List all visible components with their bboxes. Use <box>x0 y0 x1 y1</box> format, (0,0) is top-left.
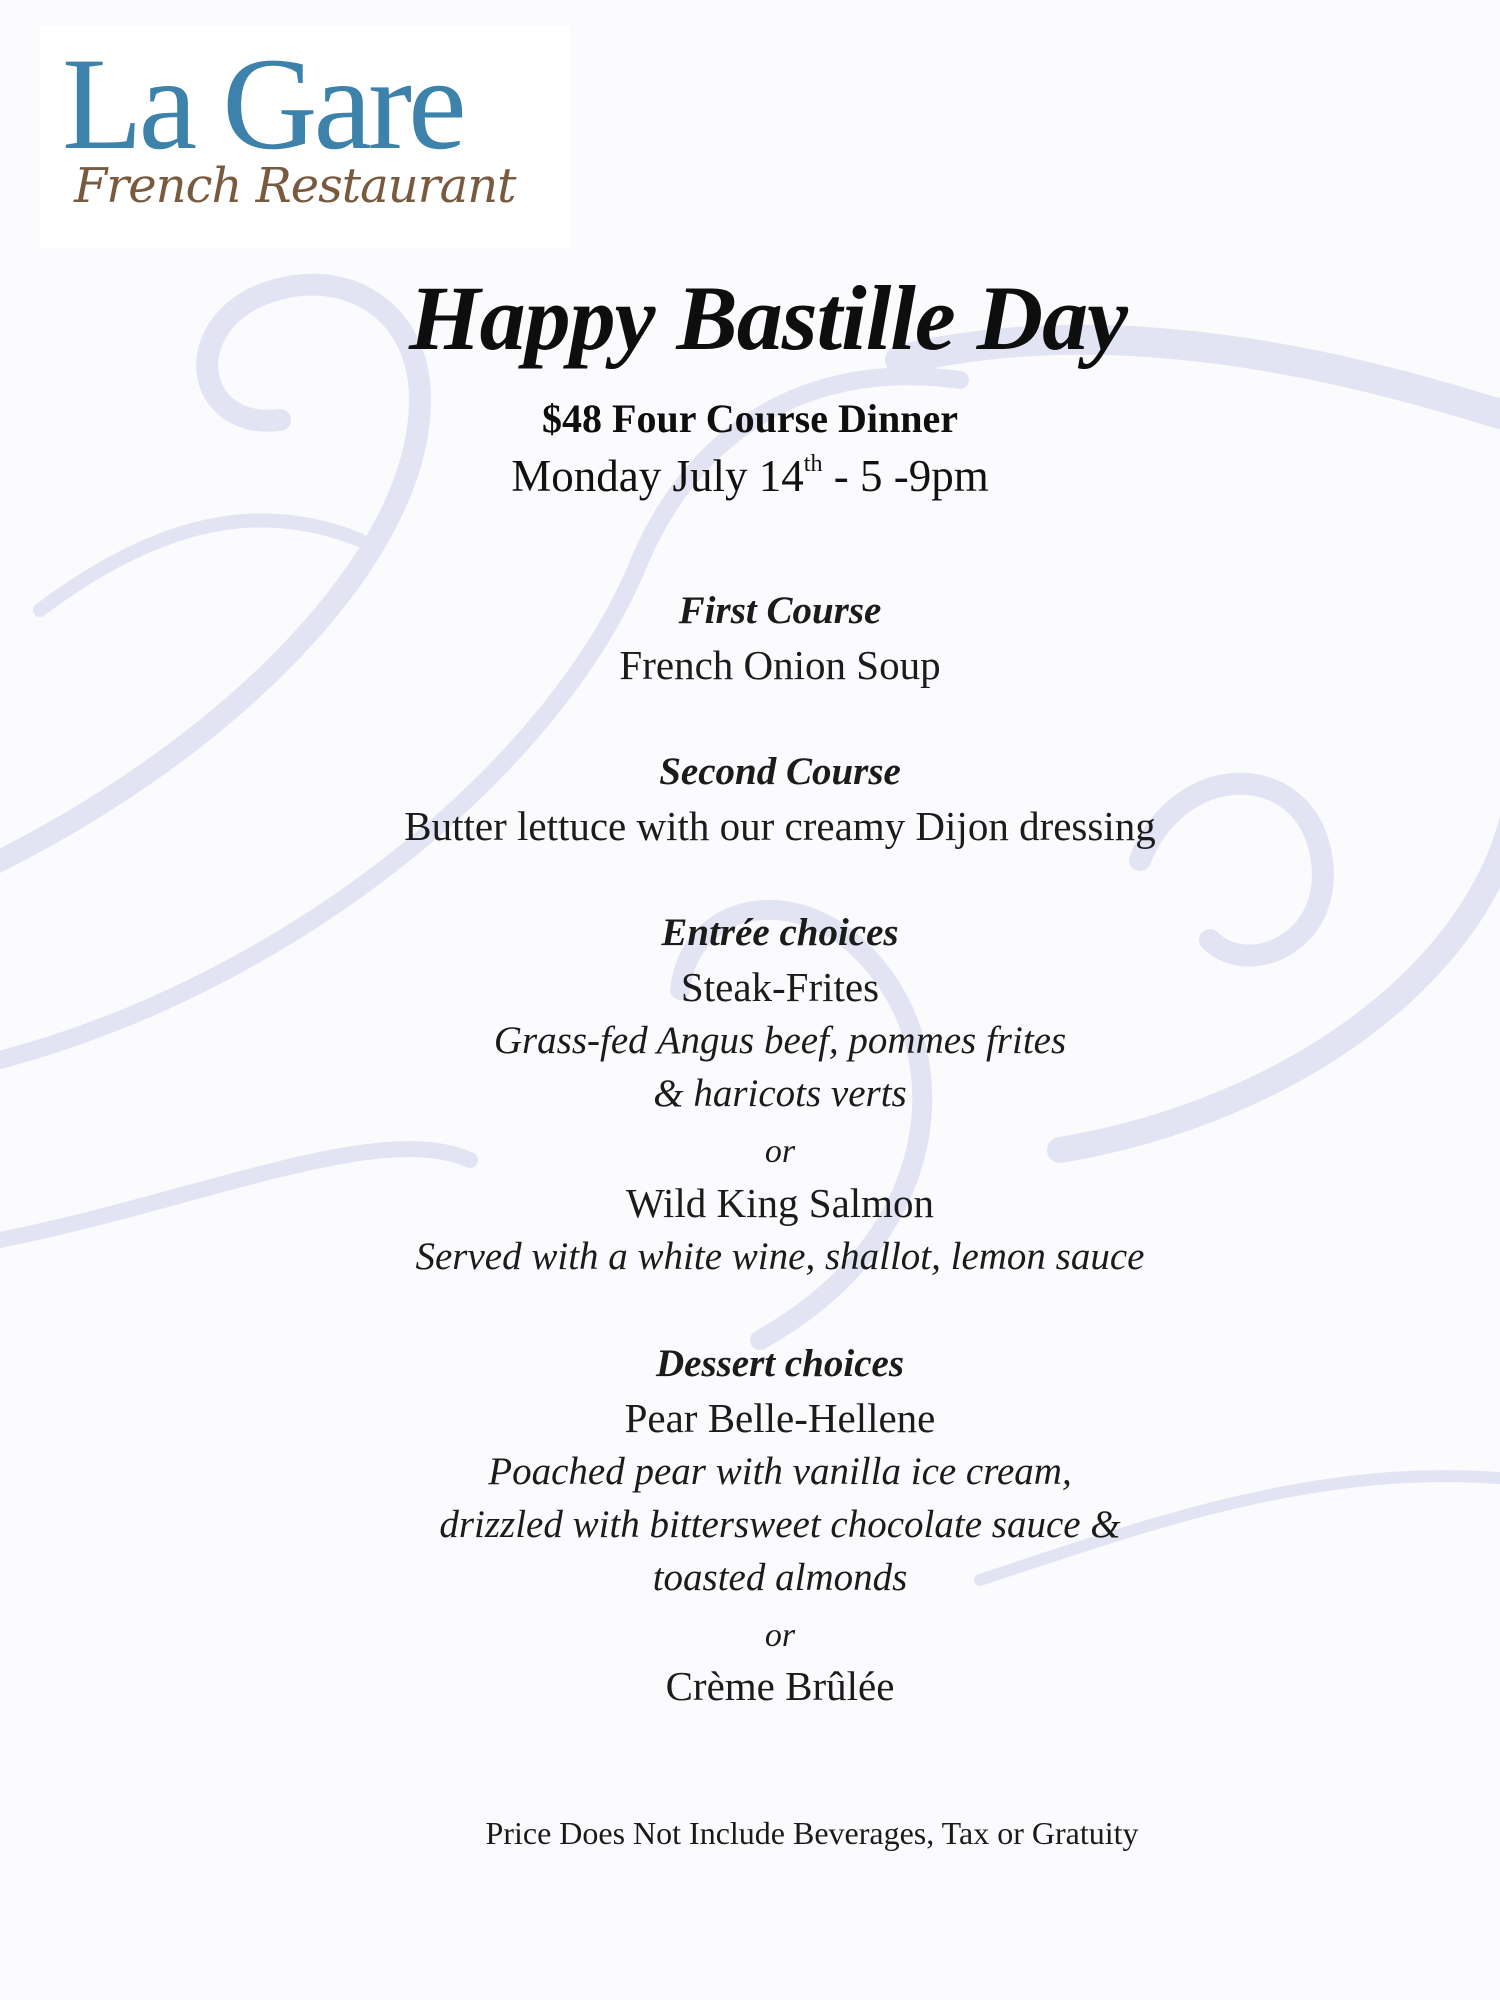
price-disclaimer: Price Does Not Include Beverages, Tax or Gratuity <box>485 1815 1139 1851</box>
dessert-option-creme-brulee: Crème Brûlée <box>665 1663 895 1709</box>
entree-option-steak-desc-1: Grass-fed Angus beef, pommes frites <box>493 1019 1067 1062</box>
second-course-heading: Second Course <box>659 750 901 793</box>
second-course-item: Butter lettuce with our creamy Dijon dressing <box>404 803 1156 849</box>
event-date-time <box>0 451 1500 503</box>
entree-option-steak-desc-2: & haricots verts <box>653 1072 907 1115</box>
first-course-item: French Onion Soup <box>619 642 941 688</box>
dessert-option-pear-desc-2: drizzled with bittersweet chocolate sauce & <box>439 1503 1121 1546</box>
event-time: - 5 -9pm <box>822 451 989 501</box>
date-suffix: th <box>803 451 823 477</box>
first-course-heading: First Course <box>678 589 882 632</box>
dessert-option-pear-desc-3: toasted almonds <box>652 1556 908 1599</box>
dessert-option-pear: Pear Belle-Hellene <box>624 1395 936 1441</box>
restaurant-logo-name: La Gare <box>62 30 463 177</box>
event-date: Monday July 14 <box>511 451 804 501</box>
entree-separator-or: or <box>764 1133 796 1170</box>
entree-option-salmon: Wild King Salmon <box>625 1180 935 1226</box>
entree-option-salmon-desc: Served with a white wine, shallot, lemon sauce <box>415 1235 1145 1278</box>
restaurant-logo-tagline: French Restaurant <box>74 158 516 214</box>
price-subtitle: $48 Four Course Dinner <box>542 396 958 441</box>
page-title: Happy Bastille Day <box>409 267 1127 369</box>
dessert-option-pear-desc-1: Poached pear with vanilla ice cream, <box>488 1450 1072 1493</box>
dessert-heading: Dessert choices <box>655 1342 905 1385</box>
entree-heading: Entrée choices <box>661 911 899 954</box>
dessert-separator-or: or <box>764 1617 796 1654</box>
entree-option-steak: Steak-Frites <box>680 964 880 1010</box>
